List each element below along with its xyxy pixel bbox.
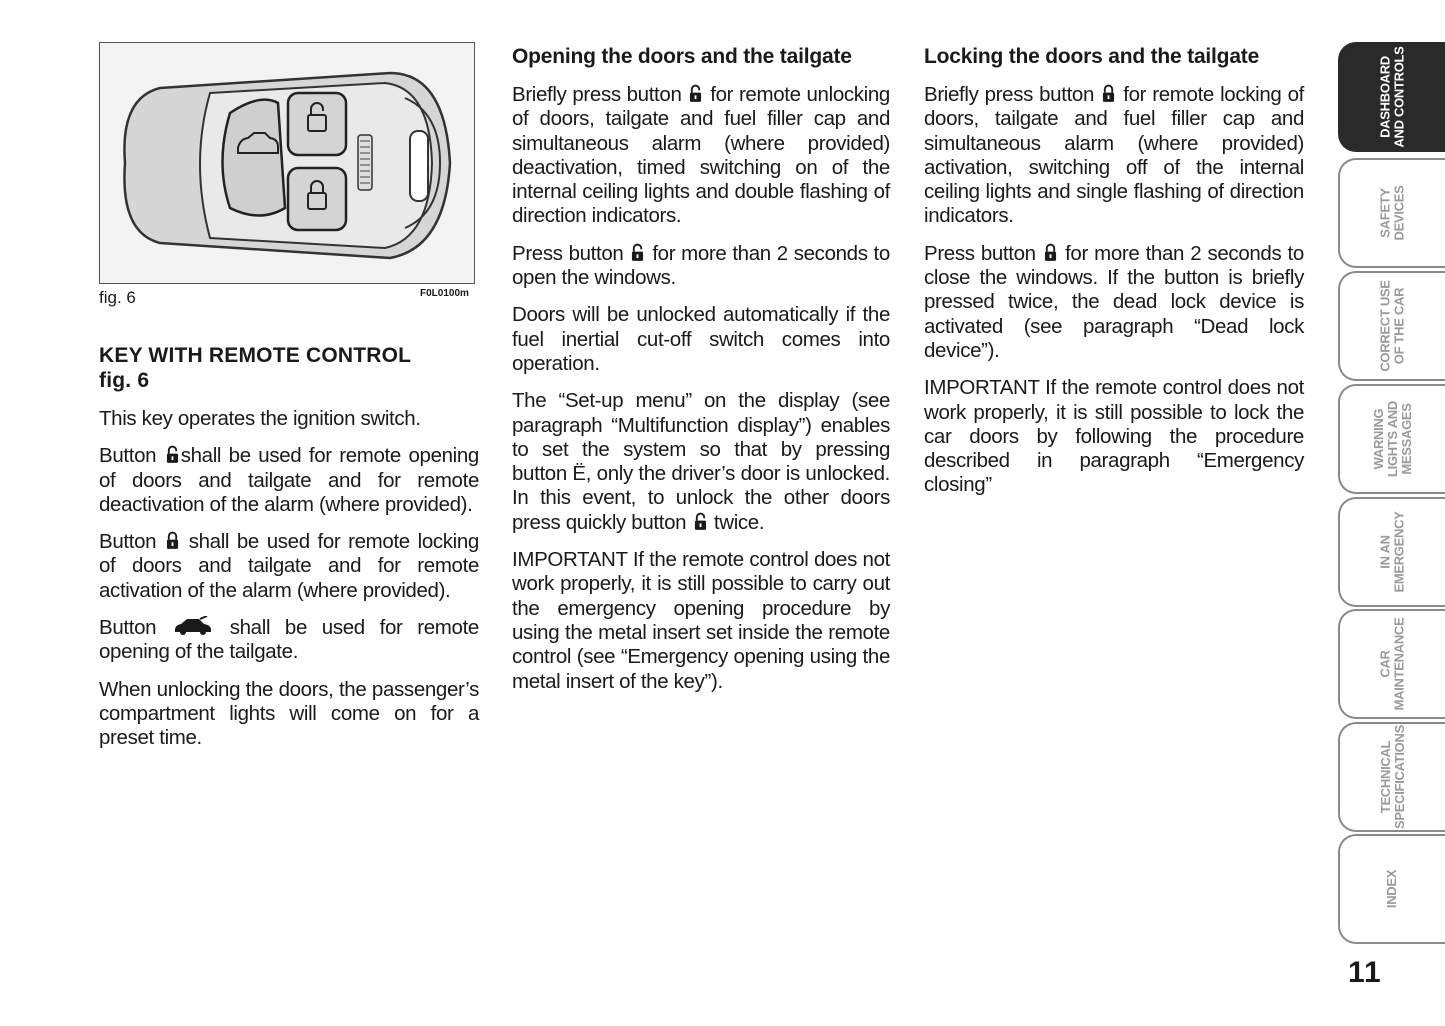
heading-line-2: fig. 6 [99, 369, 150, 392]
text-run: Button [99, 616, 157, 640]
section-heading-key [99, 343, 411, 393]
opening-section-title: Opening the doors and the tailgate [512, 45, 852, 68]
text-run: Press button [924, 241, 1036, 265]
text-run: twice. [713, 510, 765, 534]
left-column-text [99, 407, 479, 764]
unlock-icon [166, 445, 179, 464]
text-run: for remote unlocking of doors, tailgate and fuel filler cap and simultaneous alarm (where provided) deactivation, timed switching on of the internal ceiling lights and double flashing of direction indicators. [512, 83, 890, 228]
remote-key-illustration [100, 43, 475, 284]
tab-correct-use[interactable] [1338, 271, 1445, 381]
tab-warning-lights[interactable] [1338, 384, 1445, 494]
tab-car-maintenance[interactable] [1338, 609, 1445, 719]
tab-technical-specifications[interactable] [1338, 722, 1445, 832]
tab-dashboard-and-controls[interactable] [1338, 42, 1445, 152]
text-run: Button [99, 444, 157, 468]
tab-label: INDEX [1384, 869, 1400, 909]
paragraph [99, 616, 479, 665]
paragraph: When unlocking the doors, the passenger’s compartment lights will come on for a preset time. [99, 677, 479, 750]
tab-index[interactable] [1338, 834, 1445, 944]
tab-label: IN AN EMERGENCY [1377, 511, 1407, 593]
text-run: shall be used for remote opening of the tailgate. [99, 616, 479, 664]
paragraph: This key operates the ignition switch. [99, 407, 421, 430]
text-run: for more than 2 seconds to close the windows. If the button is briefly pressed twice, the dead lock device is activated (see paragraph “Dead lock device”). [924, 241, 1304, 362]
paragraph [924, 242, 1304, 363]
tab-label: WARNING LIGHTS AND MESSAGES [1370, 401, 1414, 477]
paragraph [512, 83, 890, 229]
paragraph: IMPORTANT If the remote control does not work properly, it is still possible to lock the car doors by following the procedure described in paragraph “Emergency closing” [924, 376, 1304, 497]
paragraph [512, 389, 890, 535]
right-column-text [924, 83, 1304, 511]
tab-in-an-emergency[interactable] [1338, 497, 1445, 607]
paragraph [99, 444, 479, 517]
unlock-icon [694, 512, 707, 531]
text-run: for remote locking of doors, tailgate and fuel filler cap and simultaneous alarm (where provided) activation, switching off of the internal ceiling lights and single flashing of direction indicators. [924, 83, 1304, 228]
tab-label: SAFETY DEVICES [1377, 185, 1407, 241]
heading-line-1: KEY WITH REMOTE CONTROL [99, 344, 412, 367]
middle-column-text [512, 83, 890, 707]
text-run: Briefly press button [924, 83, 1095, 106]
tab-label: TECHNICAL SPECIFICATIONS [1377, 725, 1407, 829]
text-run: Press button [512, 241, 624, 265]
unlock-icon [631, 243, 644, 262]
text-run: Button [99, 530, 157, 554]
tab-label: CORRECT USE OF THE CAR [1377, 280, 1407, 372]
unlock-icon [689, 84, 702, 103]
figure-label: fig. 6 [99, 288, 136, 307]
key-remote-figure [99, 42, 475, 284]
locking-section-title: Locking the doors and the tailgate [924, 45, 1260, 68]
figure-code: F0L0100m [420, 288, 469, 299]
paragraph [99, 530, 479, 603]
text-run: Briefly press button [512, 83, 682, 106]
tab-label: DASHBOARD AND CONTROLS [1377, 46, 1407, 148]
page-number: 11 [1348, 956, 1382, 989]
text-run: for more than 2 seconds to open the windows. [512, 241, 890, 290]
paragraph [512, 242, 890, 291]
text-run: shall be used for remote locking of doors and tailgate and for remote activation of the alarm (where provided). [99, 530, 479, 602]
paragraph [924, 83, 1304, 229]
tab-label: CAR MAINTENANCE [1377, 617, 1407, 711]
text-run: The “Set-up menu” on the display (see paragraph “Multifunction display”) enables to set the system so that by pressing button Ë, only the driver’s door is unlocked. In this event, to unlock the other doors press quickly button [512, 389, 890, 534]
lock-icon [1102, 84, 1115, 103]
text-run: shall be used for remote opening of doors and tailgate and for remote deactivation of the alarm (where provided). [99, 444, 479, 516]
tab-safety-devices[interactable] [1338, 158, 1445, 268]
paragraph: Doors will be unlocked automatically if the fuel inertial cut-off switch comes into operation. [512, 303, 890, 375]
paragraph: IMPORTANT If the remote control does not work properly, it is still possible to carry out the emergency opening procedure by using the metal insert set inside the remote control (see “Emergency opening using the metal insert of the key”). [512, 548, 890, 693]
tailgate-icon [173, 616, 213, 636]
lock-icon [1044, 243, 1057, 262]
lock-icon [166, 531, 179, 550]
